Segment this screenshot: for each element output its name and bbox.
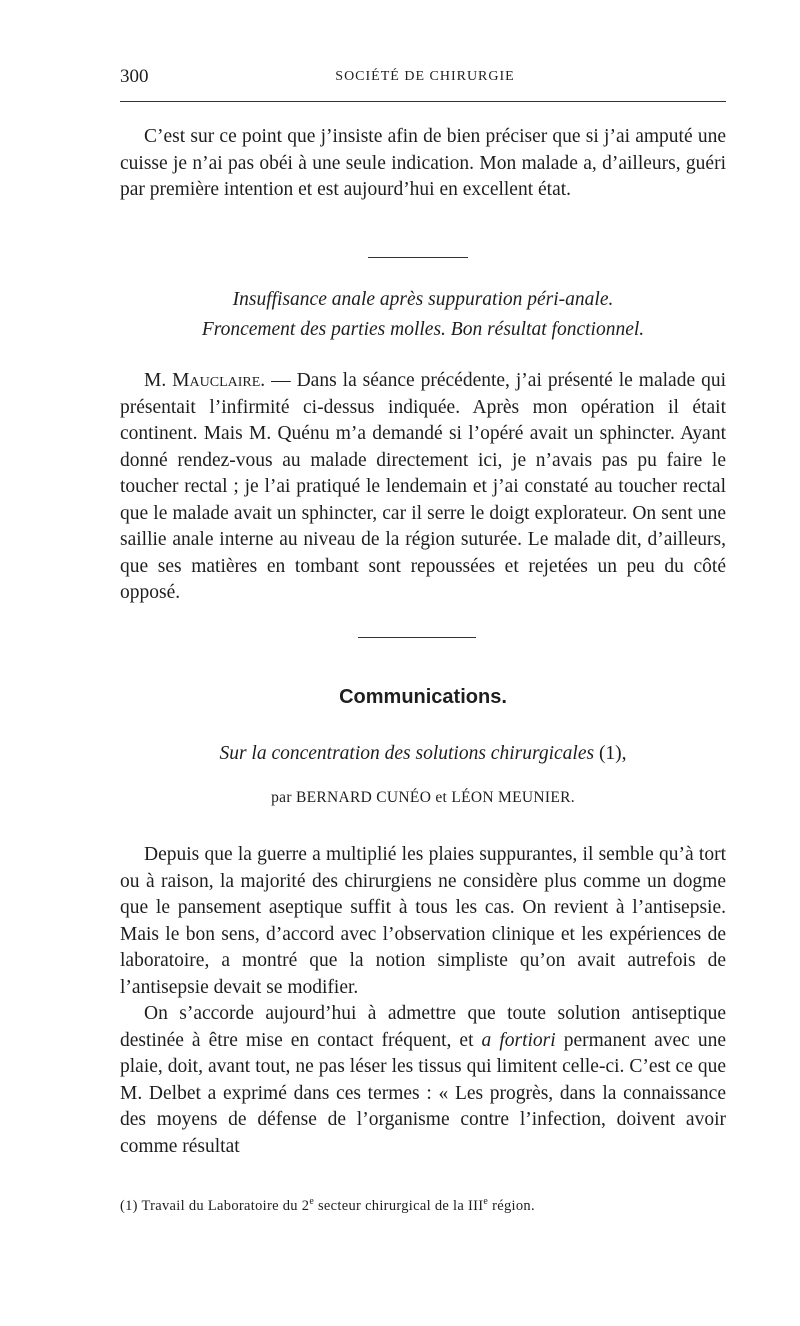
footnote: (1) Travail du Laboratoire du 2e secteur chirurgical de la IIIe région. (120, 1196, 535, 1214)
article-paragraph-1: Depuis que la guerre a multiplié les plaies suppurantes, il semble qu’à tort ou à raison, la majorité des chirurgiens ne considère plus comme un dogme que le pansement aseptique suffit à tous les cas. On revient à l’antisepsie. Mais le bon sens, d’accord avec l’observation clinique et les expériences de laboratoire, a montré que la notion simpliste qu’on avait autrefois de l’antisepsie devait se modifier. (120, 844, 726, 998)
article-paragraph-2: On s’accorde aujourd’hui à admettre que toute solution antiseptique destinée à être mise en contact fréquent, et a fortiori permanent avec une plaie, doit, avant tout, ne pas léser les tissus qui limitent celle-ci. C’est ce que M. Delbet a exprimé dans ces termes : « Les progrès, dans la connaissance des moyens de défense de l’organisme contre l’infection, doivent avoir comme résultat (120, 1003, 726, 1157)
section-title-line1: Insuffisance anale après suppuration péri-anale. (232, 289, 614, 310)
separator-rule (368, 257, 468, 258)
separator-rule (358, 637, 476, 638)
mauclaire-paragraph (120, 368, 726, 607)
article-authors: par BERNARD CUNÉO et LÉON MEUNIER. (271, 789, 575, 806)
page-header (120, 66, 730, 90)
communications-heading: Communications. (339, 686, 507, 708)
running-title: SOCIÉTÉ DE CHIRURGIE (335, 69, 515, 84)
section-title-line2: Froncement des parties molles. Bon résultat fonctionnel. (201, 319, 645, 340)
article-title-text: Sur la concentration des solutions chirurgicales (219, 743, 595, 764)
page-number: 300 (120, 66, 149, 87)
speaker-name: M. Mauclaire. (144, 370, 266, 391)
header-rule (120, 101, 726, 102)
article-title (120, 743, 726, 765)
footnote-reference: (1), (598, 743, 627, 764)
section-title (120, 285, 726, 345)
article-body (120, 842, 726, 1160)
mauclaire-text: — Dans la séance précédente, j’ai présenté le malade qui présentait l’infirmité ci-dessus indiquée. Après mon opération il était continent. Mais M. Quénu m’a demandé si l’opéré avait un sphincter. Ayant donné rendez-vous au malade directement ici, je n’avais pas pu faire le toucher rectal ; je l’ai pratiqué le lendemain et j’ai constaté au toucher rectal que le malade avait un sphincter, car il serre le doigt explorateur. On sent une saillie anale interne au niveau de la région suturée. Le malade dit, d’ailleurs, que ses matières en tombant sont repoussées et rejetées un peu du côté opposé. (120, 370, 726, 603)
intro-paragraph: C’est sur ce point que j’insiste afin de bien préciser que si j’ai amputé une cuisse je n’ai pas obéi à une seule indication. Mon malade a, d’ailleurs, guéri par première intention et est aujourd’hui en excellent état. (120, 126, 726, 200)
